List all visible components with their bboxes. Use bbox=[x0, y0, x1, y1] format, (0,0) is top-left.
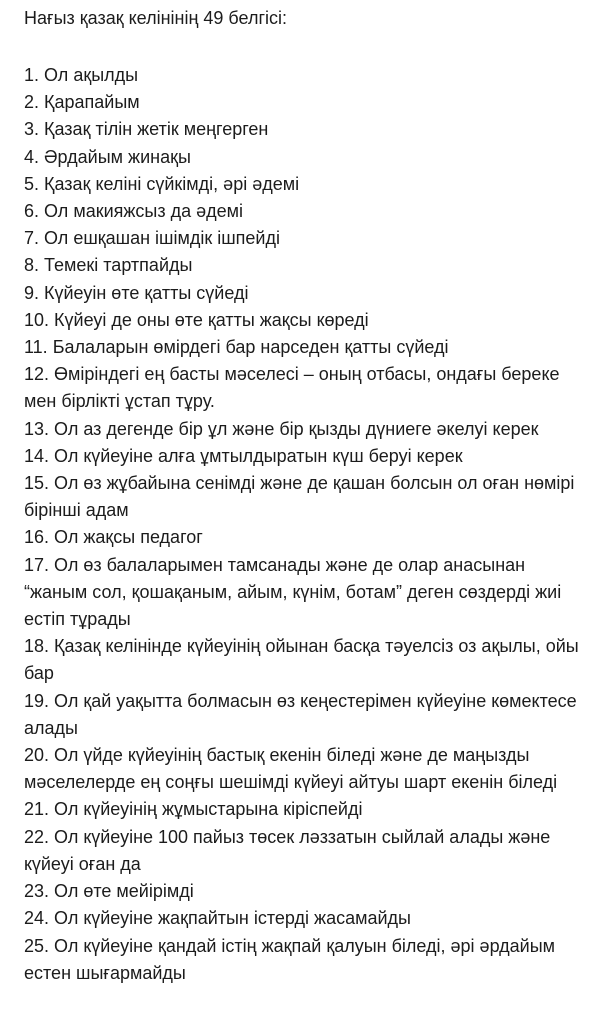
list-item: 6. Ол макияжсыз да әдемі bbox=[24, 201, 244, 222]
list-item: 10. Күйеуі де оны өте қатты жақсы көреді bbox=[24, 309, 369, 330]
list-item: 8. Темекі тартпайды bbox=[24, 255, 193, 276]
list-item: 14. Ол күйеуіне алға ұмтылдыратын күш беруі керек bbox=[24, 445, 463, 466]
list-item: 5. Қазақ келіні сүйкімді, әрі әдемі bbox=[24, 173, 300, 194]
list-item: 15. Ол өз жұбайына сенімді және де қашан болсын ол оған нөмірі бірінші адам bbox=[24, 473, 575, 521]
list-item: 2. Қарапайым bbox=[24, 92, 140, 113]
list-item: 17. Ол өз балаларымен тамсанады және де олар анасынан “жаным сол, қошақаным, айым, күнім, ботам” деген сөздерді жиі естіп тұрады bbox=[24, 554, 562, 630]
list-item: 22. Ол күйеуіне 100 пайыз төсек ләззатын сыйлай алады және күйеуі оған да bbox=[24, 826, 551, 874]
list-item: 13. Ол аз дегенде бір ұл және бір қызды дүниеге әкелуі керек bbox=[24, 418, 539, 439]
list-item: 4. Әрдайым жинақы bbox=[24, 146, 191, 167]
list-item: 7. Ол ешқашан ішімдік ішпейді bbox=[24, 228, 280, 249]
document-title: Нағыз қазақ келінінің 49 белгісі: bbox=[24, 8, 288, 28]
list-item: 9. Күйеуін өте қатты сүйеді bbox=[24, 282, 249, 303]
list-item: 23. Ол өте мейірімді bbox=[24, 881, 194, 902]
list-item: 16. Ол жақсы педагог bbox=[24, 527, 203, 548]
list-item: 3. Қазақ тілін жетік меңгерген bbox=[24, 119, 269, 140]
list-item: 25. Ол күйеуіне қандай істің жақпай қалуын біледі, әрі әрдайым естен шығармайды bbox=[24, 935, 556, 983]
list-item: 21. Ол күйеуінің жұмыстарына кіріспейді bbox=[24, 799, 363, 820]
list-item: 11. Балаларын өмірдегі бар нарседен қатты сүйеді bbox=[24, 337, 449, 358]
list-item: 1. Ол ақылды bbox=[24, 65, 139, 85]
list-item: 24. Ол күйеуіне жақпайтын істерді жасамайды bbox=[24, 908, 411, 929]
list-item: 19. Ол қай уақытта болмасын өз кеңестерімен күйеуіне көмектесе алады bbox=[24, 690, 577, 738]
signs-list bbox=[24, 62, 580, 987]
list-item: 20. Ол үйде күйеуінің бастық екенін біледі және де маңызды мәселелерде ең соңғы шешімді күйеуі айтуы шарт екенін біледі bbox=[24, 745, 558, 793]
list-item: 18. Қазақ келінінде күйеуінің ойынан басқа тәуелсіз оз ақылы, ойы бар bbox=[24, 636, 579, 684]
list-item: 12. Өміріндегі ең басты мәселесі – оның отбасы, ондағы береке мен бірлікті ұстап тұру. bbox=[24, 364, 560, 412]
